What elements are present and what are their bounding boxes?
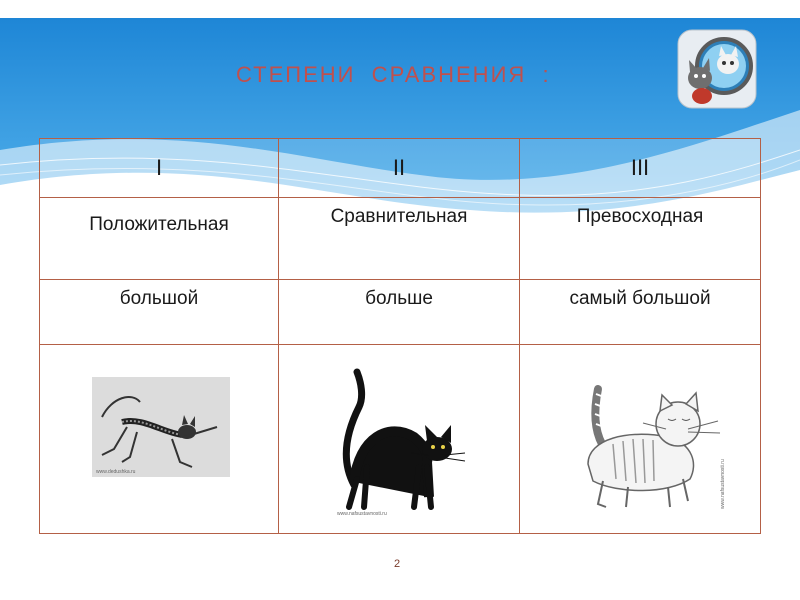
degree-label-comparative: Сравнительная: [330, 206, 468, 227]
header-cell-ii: II: [279, 139, 520, 198]
degree-name-row: [40, 198, 761, 280]
example-cell-positive: [40, 280, 279, 345]
superlative-picture-caption: www.nafsustavnosti.ru: [720, 459, 726, 509]
example-cell-superlative: [520, 280, 761, 345]
mirror-cat-logo: [676, 28, 758, 110]
degree-cell-positive: [40, 198, 279, 280]
page-number: 2: [394, 558, 401, 570]
black-cat-picture: [319, 367, 469, 517]
degree-label-superlative: Превосходная: [576, 206, 704, 227]
positive-picture-caption: www.dedushka.ru: [96, 469, 136, 475]
header-cell-iii: III: [520, 139, 761, 198]
comparative-picture-caption: www.nafsustavnosti.ru: [337, 511, 387, 517]
stretching-cat-picture: [92, 377, 230, 477]
degree-label-positive: Положительная: [89, 214, 229, 235]
table-header-row: [40, 139, 761, 198]
degree-cell-superlative: [520, 198, 761, 280]
degree-cell-comparative: [279, 198, 520, 280]
example-cell-comparative: [279, 280, 520, 345]
header-cell-i: I: [40, 139, 279, 198]
picture-cell-comparative: [279, 345, 520, 534]
picture-cell-positive: [40, 345, 279, 534]
comparison-table: [39, 138, 761, 534]
example-word-positive: большой: [119, 288, 199, 309]
slide-title: СТЕПЕНИ СРАВНЕНИЯ :: [236, 62, 551, 87]
example-word-comparative: больше: [365, 288, 433, 309]
striped-cat-picture: [558, 369, 728, 519]
picture-cell-superlative: [520, 345, 761, 534]
example-word-superlative: самый большой: [569, 288, 711, 309]
picture-row: [40, 345, 761, 534]
example-row: [40, 280, 761, 345]
